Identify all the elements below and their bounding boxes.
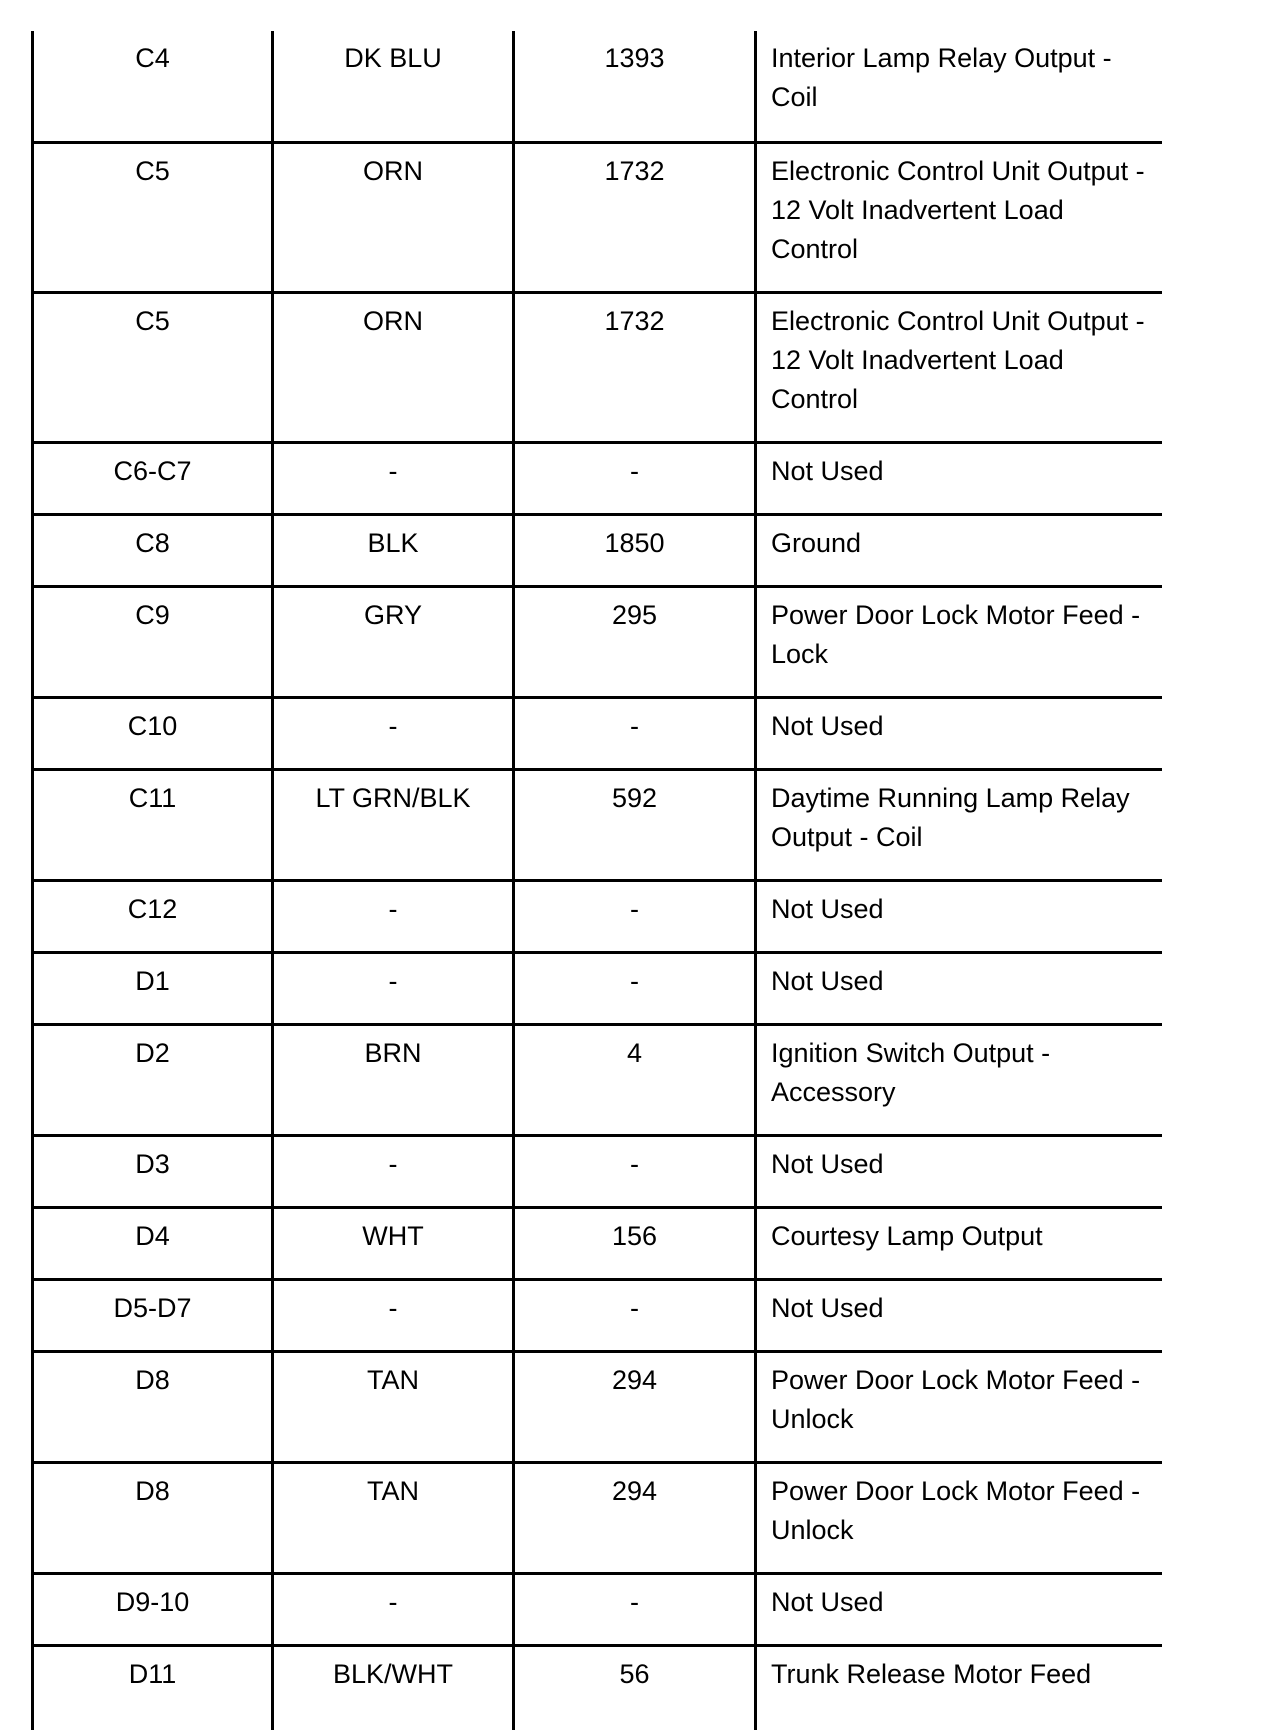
wire-color-cell: BLK/WHT [273,1645,514,1730]
pin-cell: D9-10 [33,1573,273,1645]
connector-pinout-table [31,31,1162,1730]
table-row [33,1135,1163,1207]
table-row [33,1207,1163,1279]
table-row [33,952,1163,1024]
function-cell: Courtesy Lamp Output [756,1207,1163,1279]
pin-cell: C5 [33,142,273,292]
table-row [33,1462,1163,1573]
table-row [33,769,1163,880]
wire-color-cell: - [273,697,514,769]
circuit-number-cell: - [514,880,756,952]
circuit-number-cell: 294 [514,1462,756,1573]
wire-color-cell: - [273,880,514,952]
function-cell: Power Door Lock Motor Feed - Unlock [756,1351,1163,1462]
wire-color-cell: DK BLU [273,31,514,142]
table-row [33,442,1163,514]
pin-cell: D8 [33,1462,273,1573]
wire-color-cell: BLK [273,514,514,586]
table-row [33,1573,1163,1645]
pin-cell: D8 [33,1351,273,1462]
function-cell: Electronic Control Unit Output - 12 Volt Inadvertent Load Control [756,292,1163,442]
table-row [33,586,1163,697]
wire-color-cell: - [273,1573,514,1645]
circuit-number-cell: 1732 [514,292,756,442]
circuit-number-cell: 156 [514,1207,756,1279]
function-cell: Not Used [756,442,1163,514]
function-cell: Not Used [756,1573,1163,1645]
circuit-number-cell: - [514,697,756,769]
wire-color-cell: ORN [273,292,514,442]
pin-cell: C9 [33,586,273,697]
circuit-number-cell: - [514,1279,756,1351]
pin-cell: C6-C7 [33,442,273,514]
circuit-number-cell: - [514,952,756,1024]
wire-color-cell: BRN [273,1024,514,1135]
function-cell: Interior Lamp Relay Output - Coil [756,31,1163,142]
function-cell: Power Door Lock Motor Feed - Lock [756,586,1163,697]
table-row [33,142,1163,292]
wire-color-cell: - [273,1135,514,1207]
pin-cell: D3 [33,1135,273,1207]
pin-cell: D2 [33,1024,273,1135]
function-cell: Not Used [756,1135,1163,1207]
table-row [33,1024,1163,1135]
function-cell: Ground [756,514,1163,586]
table-row [33,292,1163,442]
function-cell: Not Used [756,1279,1163,1351]
circuit-number-cell: 4 [514,1024,756,1135]
circuit-number-cell: 1850 [514,514,756,586]
table-row [33,1645,1163,1730]
wire-color-cell: GRY [273,586,514,697]
function-cell: Trunk Release Motor Feed [756,1645,1163,1730]
wire-color-cell: ORN [273,142,514,292]
wire-color-cell: - [273,1279,514,1351]
circuit-number-cell: 295 [514,586,756,697]
function-cell: Daytime Running Lamp Relay Output - Coil [756,769,1163,880]
wire-color-cell: WHT [273,1207,514,1279]
pin-cell: D1 [33,952,273,1024]
table-row [33,31,1163,142]
pin-cell: C5 [33,292,273,442]
pin-cell: D4 [33,1207,273,1279]
pin-cell: D11 [33,1645,273,1730]
table-row [33,1279,1163,1351]
circuit-number-cell: 56 [514,1645,756,1730]
wire-color-cell: TAN [273,1351,514,1462]
circuit-number-cell: 294 [514,1351,756,1462]
pin-cell: C8 [33,514,273,586]
function-cell: Not Used [756,952,1163,1024]
circuit-number-cell: 1393 [514,31,756,142]
circuit-number-cell: 592 [514,769,756,880]
wire-color-cell: TAN [273,1462,514,1573]
document-page [31,31,1162,1730]
pin-cell: C11 [33,769,273,880]
wire-color-cell: - [273,952,514,1024]
pin-cell: C10 [33,697,273,769]
circuit-number-cell: - [514,1135,756,1207]
function-cell: Not Used [756,880,1163,952]
wire-color-cell: - [273,442,514,514]
function-cell: Not Used [756,697,1163,769]
table-row [33,697,1163,769]
table-row [33,514,1163,586]
pin-cell: D5-D7 [33,1279,273,1351]
table-row [33,1351,1163,1462]
pin-cell: C12 [33,880,273,952]
pin-cell: C4 [33,31,273,142]
circuit-number-cell: - [514,442,756,514]
circuit-number-cell: 1732 [514,142,756,292]
circuit-number-cell: - [514,1573,756,1645]
function-cell: Electronic Control Unit Output - 12 Volt Inadvertent Load Control [756,142,1163,292]
wire-color-cell: LT GRN/BLK [273,769,514,880]
table-row [33,880,1163,952]
function-cell: Power Door Lock Motor Feed - Unlock [756,1462,1163,1573]
function-cell: Ignition Switch Output - Accessory [756,1024,1163,1135]
